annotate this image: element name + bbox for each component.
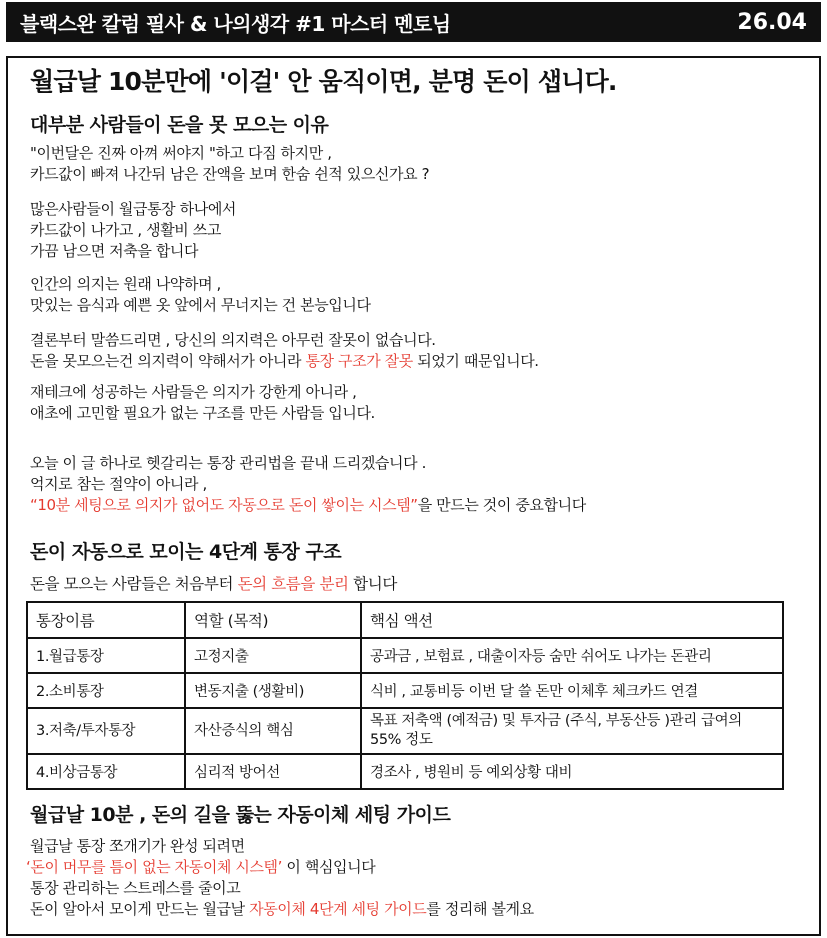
text-line: 결론부터 말씀드리면 , 당신의 의지력은 아무런 잘못이 없습니다.: [30, 331, 436, 349]
highlight-text: 돈의 흐름을 분리: [237, 575, 349, 593]
table-cell: 식비 , 교통비등 이번 달 쓸 돈만 이체후 체크카드 연결: [361, 673, 783, 708]
highlight-text: 통장 구조가 잘못: [305, 352, 413, 370]
text-span: 되었기 때문입니다.: [412, 352, 539, 370]
table-row: [27, 673, 783, 708]
text-line: 많은사람들이 월급통장 하나에서: [30, 200, 236, 218]
header-title: 블랙스완 칼럼 필사 & 나의생각 #1 마스터 멘토님: [20, 11, 451, 36]
header-date: 26.04: [737, 9, 807, 35]
text-line: 맛있는 음식과 예쁜 옷 앞에서 무너지는 건 본능입니다: [30, 296, 371, 314]
text-span: 를 정리해 볼게요: [426, 900, 534, 918]
text-line: 애초에 고민할 필요가 없는 구조를 만든 사람들 입니다.: [30, 404, 375, 422]
column-header: 핵심 액션: [361, 602, 783, 638]
section-heading-reasons: 대부분 사람들이 돈을 못 모으는 이유: [30, 114, 329, 136]
text-line: 통장 관리하는 스트레스를 줄이고: [30, 879, 241, 897]
column-header: 통장이름: [27, 602, 185, 638]
section-heading-guide: 월급날 10분 , 돈의 길을 뚫는 자동이체 세팅 가이드: [30, 804, 451, 826]
text-span: 돈을 못모으는건 의지력이 약해서가 아니라: [30, 352, 306, 370]
column-header: 역할 (목적): [185, 602, 361, 638]
highlight-text: ‘돈이 머무를 틈이 없는 자동이체 시스템’: [26, 858, 283, 876]
table-cell: 4.비상금통장: [27, 754, 185, 789]
text-span: 을 만드는 것이 중요합니다: [417, 496, 586, 514]
text-line: [30, 899, 534, 920]
text-line: [30, 351, 539, 372]
table-row: [27, 708, 783, 754]
text-span: 돈이 알아서 모이게 만드는 월급날: [30, 900, 250, 918]
text-line: 억지로 참는 절약이 아니라 ,: [30, 475, 207, 493]
table-cell: 공과금 , 보험료 , 대출이자등 숨만 쉬어도 나가는 돈관리: [361, 638, 783, 673]
table-row: [27, 754, 783, 789]
table-cell: 목표 저축액 (예적금) 및 투자금 (주식, 부동산등 )관리 급여의 55% 정도: [361, 708, 783, 754]
table-header-row: [27, 602, 783, 638]
paragraph-3: [30, 274, 371, 316]
section-heading-structure: 돈이 자동으로 모이는 4단계 통장 구조: [30, 541, 342, 563]
highlight-text: “10분 세팅으로 의지가 없어도 자동으로 돈이 쌓이는 시스템”: [30, 496, 418, 514]
paragraph-4: [30, 330, 539, 372]
paragraph-5: [30, 382, 375, 424]
text-line: 가끔 남으면 저축을 합니다: [30, 242, 199, 260]
paragraph-1: [30, 143, 429, 185]
text-line: [30, 495, 586, 516]
paragraph-6: [30, 453, 586, 516]
account-table: [26, 601, 784, 790]
text-line: 카드값이 빠져 나간뒤 남은 잔액을 보며 한숨 쉰적 있으신가요 ?: [30, 165, 430, 183]
text-line: 재테크에 성공하는 사람들은 의지가 강한게 아니라 ,: [30, 383, 357, 401]
table-cell: 2.소비통장: [27, 673, 185, 708]
text-span: 합니다: [348, 575, 397, 593]
table-cell: 경조사 , 병원비 등 예외상황 대비: [361, 754, 783, 789]
table-cell: 고정지출: [185, 638, 361, 673]
text-span: 이 핵심입니다: [282, 858, 376, 876]
text-span: 돈을 모으는 사람들은 처음부터: [30, 575, 238, 593]
table-cell: 3.저축/투자통장: [27, 708, 185, 754]
text-line: [26, 857, 534, 878]
header-bar: [6, 2, 821, 42]
text-line: "이번달은 진짜 아껴 써야지 "하고 다짐 하지만 ,: [30, 144, 332, 162]
table-cell: 자산증식의 핵심: [185, 708, 361, 754]
text-line: 카드값이 나가고 , 생활비 쓰고: [30, 221, 221, 239]
table-cell: 심리적 방어선: [185, 754, 361, 789]
text-line: 인간의 의지는 원래 나약하며 ,: [30, 275, 221, 293]
table-row: [27, 638, 783, 673]
table-cell: 1.월급통장: [27, 638, 185, 673]
text-line: 오늘 이 글 하나로 헷갈리는 통장 관리법을 끝내 드리겠습니다 .: [30, 454, 426, 472]
paragraph-2: [30, 199, 236, 262]
structure-intro: [30, 574, 397, 595]
guide-paragraph: [26, 836, 534, 920]
text-line: 월급날 통장 쪼개기가 완성 되려면: [30, 837, 245, 855]
table-cell: 변동지출 (생활비): [185, 673, 361, 708]
highlight-text: 자동이체 4단계 세팅 가이드: [249, 900, 427, 918]
page-title: 월급날 10분만에 '이걸' 안 움직이면, 분명 돈이 샙니다.: [30, 67, 617, 96]
